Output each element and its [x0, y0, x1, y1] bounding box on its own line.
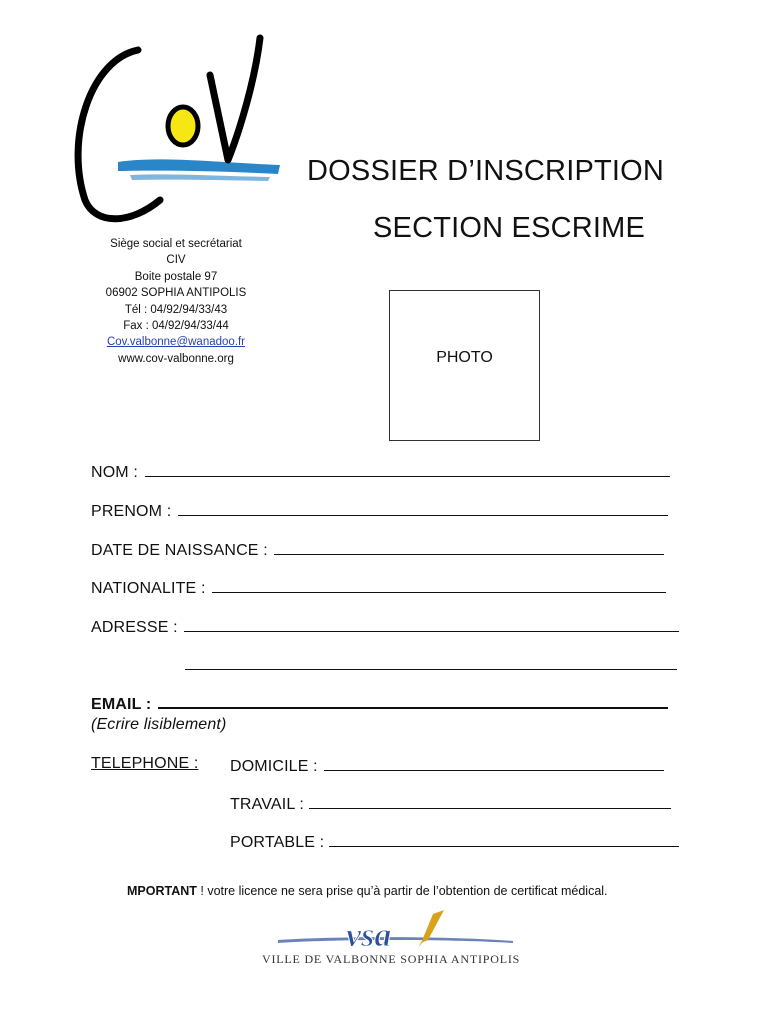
- field-nom[interactable]: [91, 461, 670, 482]
- contact-fax: Fax : 04/92/94/33/44: [123, 320, 229, 333]
- telephone-label-text: TELEPHONE :: [91, 755, 199, 772]
- email-note: (Ecrire lisiblement): [91, 716, 227, 733]
- contact-phone: Tél : 04/92/94/33/43: [124, 303, 228, 316]
- field-prenom-label: PRENOM :: [91, 503, 172, 520]
- field-domicile[interactable]: [230, 755, 664, 776]
- field-adresse-label: ADRESSE :: [91, 619, 178, 636]
- field-adresse-line[interactable]: [184, 616, 679, 632]
- page-subtitle: SECTION ESCRIME: [373, 212, 646, 244]
- field-nationalite[interactable]: [91, 577, 666, 598]
- field-nom-label: NOM :: [91, 464, 138, 481]
- field-portable-label: PORTABLE :: [230, 834, 325, 851]
- field-travail[interactable]: [230, 793, 671, 814]
- field-email-label: EMAIL :: [91, 696, 152, 713]
- field-travail-label: TRAVAIL :: [230, 796, 304, 813]
- field-travail-line[interactable]: [309, 793, 671, 809]
- field-date-naissance-line[interactable]: [274, 539, 664, 555]
- field-prenom-line[interactable]: [178, 500, 668, 516]
- cov-logo: [60, 30, 290, 230]
- important-notice-bold: MPORTANT: [127, 884, 197, 898]
- field-domicile-line[interactable]: [324, 755, 664, 771]
- photo-label: PHOTO: [436, 349, 493, 366]
- contact-website: www.cov-valbonne.org: [118, 352, 234, 365]
- photo-box: [389, 290, 540, 441]
- important-notice-text: ! votre licence ne sera prise qu’à partir de l’obtention de certificat médical.: [196, 884, 608, 898]
- field-nom-line[interactable]: [145, 461, 670, 477]
- contact-line: 06902 SOPHIA ANTIPOLIS: [105, 287, 247, 300]
- field-adresse[interactable]: [91, 616, 679, 637]
- page-title: DOSSIER D’INSCRIPTION: [307, 155, 665, 187]
- field-domicile-label: DOMICILE :: [230, 758, 318, 775]
- field-adresse-line2-underline[interactable]: [185, 654, 677, 670]
- contact-line: Siège social et secrétariat: [110, 238, 242, 250]
- field-email-line[interactable]: [158, 692, 668, 709]
- contact-email-link[interactable]: Cov.valbonne@wanadoo.fr: [106, 336, 246, 349]
- contact-block: [85, 236, 267, 367]
- field-portable[interactable]: [230, 831, 679, 852]
- field-prenom[interactable]: [91, 500, 668, 521]
- vsa-caption: VILLE DE VALBONNE SOPHIA ANTIPOLIS: [262, 952, 521, 966]
- vsa-logo-text: vsa: [346, 917, 392, 954]
- field-date-naissance-label: DATE DE NAISSANCE :: [91, 542, 268, 559]
- field-date-naissance[interactable]: [91, 539, 664, 560]
- field-adresse-line2[interactable]: [185, 654, 677, 675]
- important-notice: [127, 884, 608, 898]
- contact-line: CIV: [166, 254, 186, 267]
- field-portable-line[interactable]: [329, 831, 679, 847]
- field-nationalite-label: NATIONALITE :: [91, 580, 206, 597]
- field-nationalite-line[interactable]: [212, 577, 666, 593]
- telephone-label: [91, 755, 198, 773]
- contact-line: Boite postale 97: [134, 270, 218, 283]
- field-email[interactable]: [91, 692, 668, 714]
